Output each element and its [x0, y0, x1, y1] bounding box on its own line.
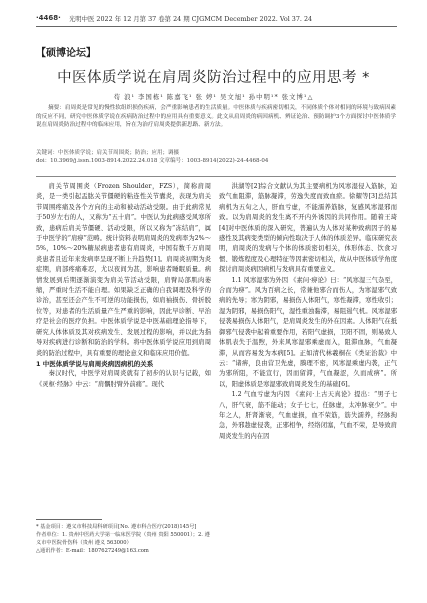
footnote-divider — [36, 519, 102, 520]
footnote-correspondence: △通讯作者：E-mail：1807627249@163.com — [36, 548, 149, 554]
doi-line: doi：10.3969/j.issn.1003-8914.2022.24.018 文章编号：1003-8914(2022)-24-4468-04 — [36, 158, 269, 164]
journal-line: 光明中医 2022 年 12 月第 37 卷第 24 期 CJGMCM December 2022. Vol 37. 24 — [68, 14, 313, 23]
footnote-affiliation: 作者单位：1. 贵州中医药大学第一临床医学院（贵州 贵阳 550001）；2. 遵义市中医院骨伤科（贵州 遵义 563000） — [36, 532, 210, 546]
abstract — [36, 104, 396, 130]
body-paragraph: 肩关节周围炎（Frozen Shoulder，FZS），简称肩周炎，是一类引起盂肱关节僵硬的粘连性关节囊炎，表现为肩关节周围疼痛及各个方向的主动和被动活动受限。由于此病常见于50岁左右的人，又称为“五十肩”。中医认为此病感受风寒所致，患病后肩关节僵硬、活动受限，所以又称为“冻结肩”，属于中医学的“肩痹”范畴。统计资料表明肩周炎的发病率为2%～5%，10%～20%糖尿病患者患有肩周炎，中国有数千万肩周炎患者且近年来发病率呈现不断上升趋势[1]。肩周炎初期为炎症期，肩部疼痛难忍，尤以夜间为甚，影响患者睡眠质量。病情发展到后期逐渐演变为肩关节活动受限，肩臂局部肌肉萎缩，严重时生活不能自理。如果缺乏正确的自我调理及科学的诊治，甚至还会产生不可逆的功能损伤，如肩袖损伤、骨折脱位等，对患者的生活质量产生严重的影响，因此早诊断、早治疗是社会的医疗负担。中医体质学说是中医基础理论指导下，研究人体体质及其对疾病发生、发展过程的影响，并以此为指导对疾病进行诊断和防治的学科。将中医体质学说应用到肩周炎的防治过程中，具有重要的理论意义和临床应用价值。 — [36, 183, 211, 357]
body-paragraph: 洪湖等[2]综合文献认为其主要病机为风寒湿侵入筋脉，迫致气血阻滞，筋脉凝滞，劳逸失度而致血瘀。徐耀等[3]总结其病机为五旬之人，肝血亏虚，不能濡养筋脉，复感风寒湿邪而致。以为肩周炎的发生离不开内外诱因的共同作用。随着王琦[4]对中医体质的深入研究，普遍认为人体对某种致病因子的易感性及其病变类型的倾向性取决于人体的体质差异。临床研究表明，肩周炎的发病与个体的体质密切相关，体形体态、饮食习惯、锻炼程度及心理特征等因素密切相关，故从中医体质学角度探讨肩周炎病因病机与发病具有重要意义。 — [219, 183, 397, 274]
body-column-left — [36, 182, 211, 390]
author-list: 苟 浪¹ 李国栋¹ 陈嘉飞¹ 张 婷¹ 吴文旭¹ 孙中明¹* 张文博¹△ — [113, 93, 314, 101]
header-rule — [36, 26, 397, 27]
subsection-paragraph: 1.1 风寒湿邪为外因 《素问·痹论》曰：“风寒湿三气杂至，合而为痹”。风为百病之长，常兼他邪合而伤人，为寒湿邪气致病的先导；寒为阴邪，易损伤人体阳气，寒性凝滞，寒性收引；湿为阴邪，易损伤阳气，湿性重浊黏滞，易阻遏气机。风寒湿邪侵袭易损伤人体阳气，是肩周炎发生的外在因素。人体阳气在抵御邪气侵袭中起着重要作用，若阳气虚损，卫阳不固，则易致人体肌表失于温煦，外来风寒湿邪乘虚而入，阻滞血脉，气血凝滞，从而容易发为本病[5]。正如清代林羲桐在《类证治裁》中云：“诸痹，良由营卫先虚，腠理不密，风寒湿乘虚内袭，正气为邪所阻，不能宣行，因而留滞，气血凝涩，久而成痹”。所以，阳虚体质是寒湿邪致肩周炎发生的基础[6]。 — [219, 276, 397, 388]
section-heading: 1 中医体质学说与肩周炎病因病机的关系 — [36, 359, 154, 368]
article-title: 中医体质学说在肩周炎防治过程中的应用思考 * — [57, 70, 370, 86]
abstract-text: 摘要：肩周炎是常见的慢性软组织损伤疾病，会严重影响患者的生活质量。中医体质与疾病密切相关，不同体质个体对相同的环境与致病因素的反应不同，研究中医体质学说在疾病防治过程中的应用具有重要意义。此文从肩周炎的病因病机、辨证论治、预防调护3个方面探讨中医体质学说在肩周炎防治过程中的临床应用，旨在为治疗肩周炎提供新思路、新方法。 — [36, 105, 396, 129]
footnotes — [36, 523, 211, 555]
keywords: 关键词：中医体质学说；肩关节周围炎；防治；应用；调摄 — [36, 150, 180, 156]
page-number: ·4468· — [36, 14, 61, 22]
running-header — [36, 12, 397, 24]
body-column-right — [219, 182, 397, 442]
footnote-funding: * 基金项目：遵义市科技局科研项目[No. 遵市科合医疗(2018)145号] — [36, 524, 197, 530]
article-meta — [36, 149, 396, 165]
column-label: 【硕博论坛】 — [36, 48, 96, 59]
body-paragraph: 秦汉时代，中医学对肩周炎就有了初步的认识与记载，如《灵枢·经脉》中云：“肩髃肘臂外前痛”。现代 — [36, 370, 211, 388]
subsection-paragraph: 1.2 气血亏虚为内因 《素问·上古天真论》提出：“男子七八，肝气衰，筋不能动；女子七七，任脉虚，太冲脉衰少”。中年之人，肝肾渐衰，气血虚损，血不荣筋，筋失濡养，经脉拘急，外邪趁虚侵袭，正邪相争，经络闭塞，气血不荣，是导致肩周炎发生的内在因 — [219, 391, 397, 440]
meta-divider — [36, 176, 396, 177]
